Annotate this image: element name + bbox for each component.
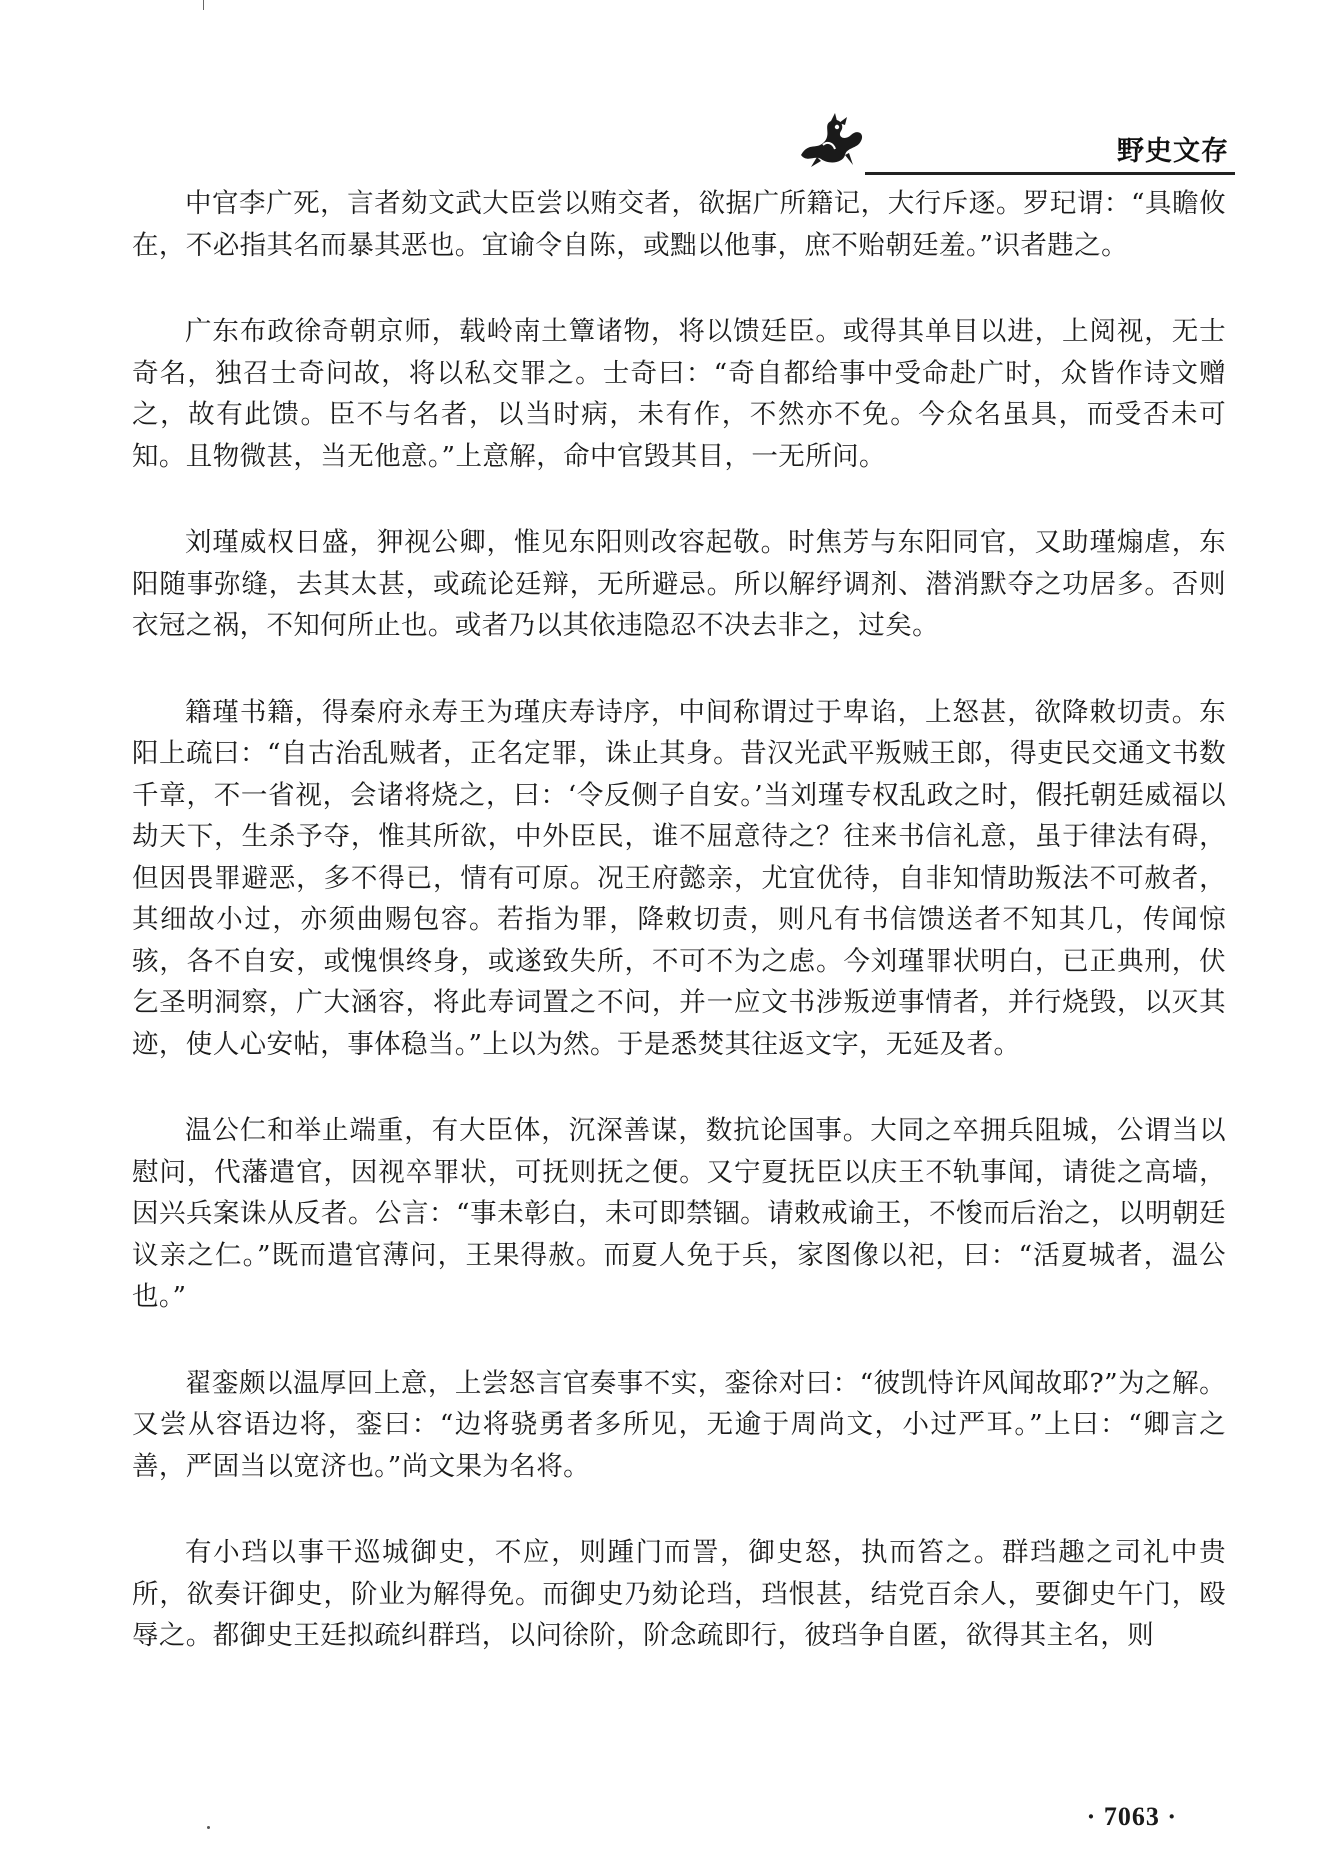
scan-speck [207, 1826, 210, 1829]
paragraph-liu-jin: 刘瑾威权日盛，狎视公卿，惟见东阳则改容起敬。时焦芳与东阳同官，又助瑾煽虐，东阳随事弥缝，去其太甚，或疏论廷辩，无所避忌。所以解纾调剂、潜消默夺之功居多。否则衣冠之祸，不知何所止也。或者乃以其依违隐忍不决去非之，过矣。 [132, 527, 1226, 641]
paragraph-xu-qi: 广东布政徐奇朝京师，载岭南土簟诸物，将以馈廷臣。或得其单目以进，上阅视，无士奇名，独召士奇问故，将以私交罪之。士奇曰：“奇自都给事中受命赴广时，众皆作诗文赠之，故有此馈。臣不与名者，以当时病，未有作，不然亦不免。今众名虽具，而受否未可知。且物微甚，当无他意。”上意解，命中官毁其目，一无所问。 [132, 316, 1226, 472]
paragraph-zhai-luan: 翟銮颇以温厚回上意，上尝怒言官奏事不实，銮徐对曰：“彼凯恃许风闻故耶?”为之解。又尝从容语边将，銮曰：“边将骁勇者多所见，无逾于周尚文，小过严耳。”上曰：“卿言之善，严固当以宽济也。”尚文果为名将。 [132, 1367, 1226, 1482]
body-text [132, 183, 1226, 1702]
dragon-emblem-icon [795, 111, 871, 169]
paragraph-wen-renhe: 温公仁和举止端重，有大臣体，沉深善谋，数抗论国事。大同之卒拥兵阻城，公谓当以慰问，代藩遣官，因视卒罪状，可抚则抚之便。又宁夏抚臣以庆王不轨事闻，请徙之高墙，因兴兵案诛从反者。公言：“事未彰白，未可即禁锢。请敕戒谕王，不悛而后治之，以明朝廷议亲之仁。”既而遣官薄问，王果得赦。而夏人免于兵，家图像以祀，曰：“活夏城者，温公也。” [132, 1115, 1226, 1312]
paragraph-li-guang: 中官李广死，言者劾文武大臣尝以贿交者，欲据广所籍记，大行斥逐。罗玘谓：“具瞻攸在，不必指其名而暴其恶也。宜谕令自陈，或黜以他事，庶不贻朝廷羞。”识者韪之。 [132, 188, 1226, 261]
paragraph-xiao-dang: 有小珰以事干巡城御史，不应，则踵门而詈，御史怒，执而笞之。群珰趣之司礼中贵所，欲奏讦御史，阶业为解得免。而御史乃劾论珰，珰恨甚，结党百余人，要御史午门，殴辱之。都御史王廷拟疏纠群珰，以问徐阶，阶念疏即行，彼珰争自匿，欲得其主名，则 [132, 1537, 1226, 1651]
header-rule [865, 172, 1235, 175]
running-title: 野史文存 [1117, 136, 1229, 167]
scan-mark [203, 0, 204, 10]
page-header [795, 105, 1235, 175]
paragraph-ji-jin-shuji: 籍瑾书籍，得秦府永寿王为瑾庆寿诗序，中间称谓过于卑谄，上怒甚，欲降敕切责。东阳上疏曰：“自古治乱贼者，正名定罪，诛止其身。昔汉光武平叛贼王郎，得吏民交通文书数千章，不一省视，会诸将烧之，曰：‘令反侧子自安。’当刘瑾专权乱政之时，假托朝廷威福以劫天下，生杀予夺，惟其所欲，中外臣民，谁不屈意待之？往来书信礼意，虽于律法有碍，但因畏罪避恶，多不得已，情有可原。况王府懿亲，尤宜优待，自非知情助叛法不可赦者，其细故小过，亦须曲赐包容。若指为罪，降敕切责，则凡有书信馈送者不知其几，传闻惊骇，各不自安，或愧惧终身，或遂致失所，不可不为之虑。今刘瑾罪状明白，已正典刑，伏乞圣明洞察，广大涵容，将此寿词置之不问，并一应文书涉叛逆事情者，并行烧毁，以灭其迹，使人心安帖，事体稳当。”上以为然。于是悉焚其往返文字，无延及者。 [132, 696, 1226, 1060]
page-number: · 7063 · [1086, 1802, 1177, 1831]
